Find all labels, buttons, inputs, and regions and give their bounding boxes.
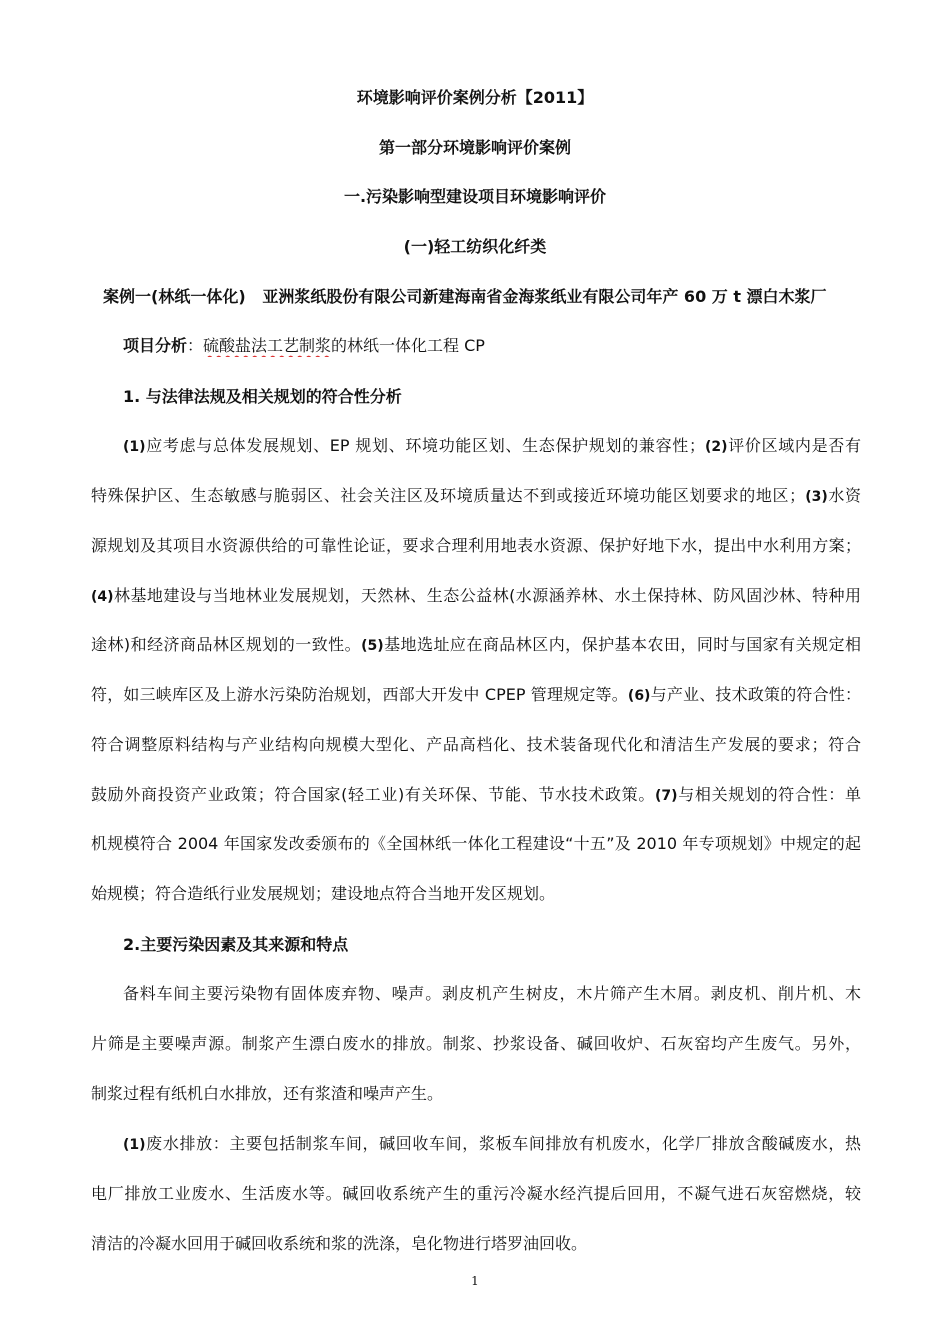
p2-line: 制浆过程有纸机白水排放，还有浆渣和噪声产生。: [91, 1084, 444, 1103]
text-run: 特殊保护区、生态敏感与脆弱区、社会关注区及环境质量达不到或接近环境功能区划要求的地区；: [91, 486, 806, 505]
text-run: 鼓励外商投资产业政策；符合国家(轻工业)有关环保、节能、节水技术政策。: [91, 785, 656, 804]
item-number: (1): [123, 1137, 146, 1153]
page-number: 1: [471, 1274, 479, 1288]
item-number: (2): [704, 439, 728, 455]
analysis-rest: 的林纸一体化工程 CP: [331, 336, 485, 355]
p1-line: 始规模；符合造纸行业发展规划；建设地点符合当地开发区规划。: [91, 884, 556, 903]
p2-line: 片筛是主要噪声源。制浆产生漂白废水的排放。制浆、抄浆设备、碱回收炉、石灰窑均产生废气。另外，: [91, 1034, 861, 1053]
analysis-label: 项目分析: [123, 336, 188, 355]
case-label: 案例一(林纸一体化): [103, 287, 246, 306]
p3-line: 电厂排放工业废水、生活废水等。碱回收系统产生的重污冷凝水经汽提后回用，不凝气进石灰窑燃烧，较: [91, 1184, 861, 1203]
section-heading: 一.污染影响型建设项目环境影响评价: [343, 187, 607, 206]
p3-line: 清洁的冷凝水回用于碱回收系统和浆的洗涤，皂化物进行塔罗油回收。: [91, 1234, 588, 1253]
p2-line: 备料车间主要污染物有固体废弃物、噪声。剥皮机产生树皮，木片筛产生木屑。剥皮机、削片机、木: [123, 984, 861, 1003]
item-number: (1): [123, 439, 146, 455]
p1-line: [91, 784, 861, 807]
text-run: 林基地建设与当地林业发展规划，天然林、生态公益林(水源涵养林、水土保持林、防风固沙林、特种用: [113, 586, 861, 605]
p1-line: [123, 435, 861, 458]
case-name: 亚洲浆纸股份有限公司新建海南省金海浆纸业有限公司年产 60 万 t 漂白木浆厂: [262, 287, 827, 306]
item-number: (5): [361, 638, 384, 654]
text-run: 水资: [827, 486, 861, 505]
p1-line: [91, 485, 861, 508]
text-run: 与产业、技术政策的符合性：: [650, 685, 861, 704]
part-heading: 第一部分环境影响评价案例: [378, 138, 571, 157]
text-run: 符，如三峡库区及上游水污染防治规划，西部大开发中 CPEP 管理规定等。: [91, 685, 628, 704]
p1-line: 机规模符合 2004 年国家发改委颁布的《全国林纸一体化工程建设“十五”及 2010 年专项规划》中规定的起: [91, 834, 861, 853]
item-number: (7): [655, 788, 678, 804]
p1-line: [91, 585, 861, 608]
analysis-colon: ：: [187, 336, 204, 355]
p1-line: [91, 634, 861, 657]
p1-line: [91, 684, 861, 707]
item-number: (4): [91, 589, 114, 605]
case-heading: [103, 286, 863, 308]
text-run: 与相关规划的符合性：单: [677, 785, 861, 804]
text-run: 评价区域内是否有: [727, 436, 861, 455]
heading-1: 1. 与法律法规及相关规划的符合性分析: [123, 387, 402, 406]
text-run: 应考虑与总体发展规划、EP 规划、环境功能区划、生态保护规划的兼容性；: [145, 436, 705, 455]
item-number: (3): [805, 489, 828, 505]
text-run: 途林)和经济商品林区规划的一致性。: [91, 635, 362, 654]
p1-line: 源规划及其项目水资源供给的可靠性论证，要求合理利用地表水资源、保护好地下水，提出中水利用方案；: [91, 536, 861, 555]
item-number: (6): [627, 688, 651, 704]
subsection-heading: (一)轻工纺织化纤类: [403, 237, 547, 256]
document-title: 环境影响评价案例分析【2011】: [356, 88, 594, 107]
p1-line: 符合调整原料结构与产业结构向规模大型化、产品高档化、技术装备现代化和清洁生产发展的要求；符合: [91, 735, 861, 754]
heading-2: 2.主要污染因素及其来源和特点: [123, 935, 349, 954]
p3-line: [123, 1133, 861, 1156]
project-analysis: [123, 335, 861, 357]
text-run: 废水排放：主要包括制浆车间，碱回收车间，浆板车间排放有机废水，化学厂排放含酸碱废水，热: [145, 1134, 861, 1153]
text-run: 基地选址应在商品林区内，保护基本农田，同时与国家有关规定相: [383, 635, 861, 654]
analysis-highlight: 硫酸盐法工艺制浆: [203, 336, 332, 355]
